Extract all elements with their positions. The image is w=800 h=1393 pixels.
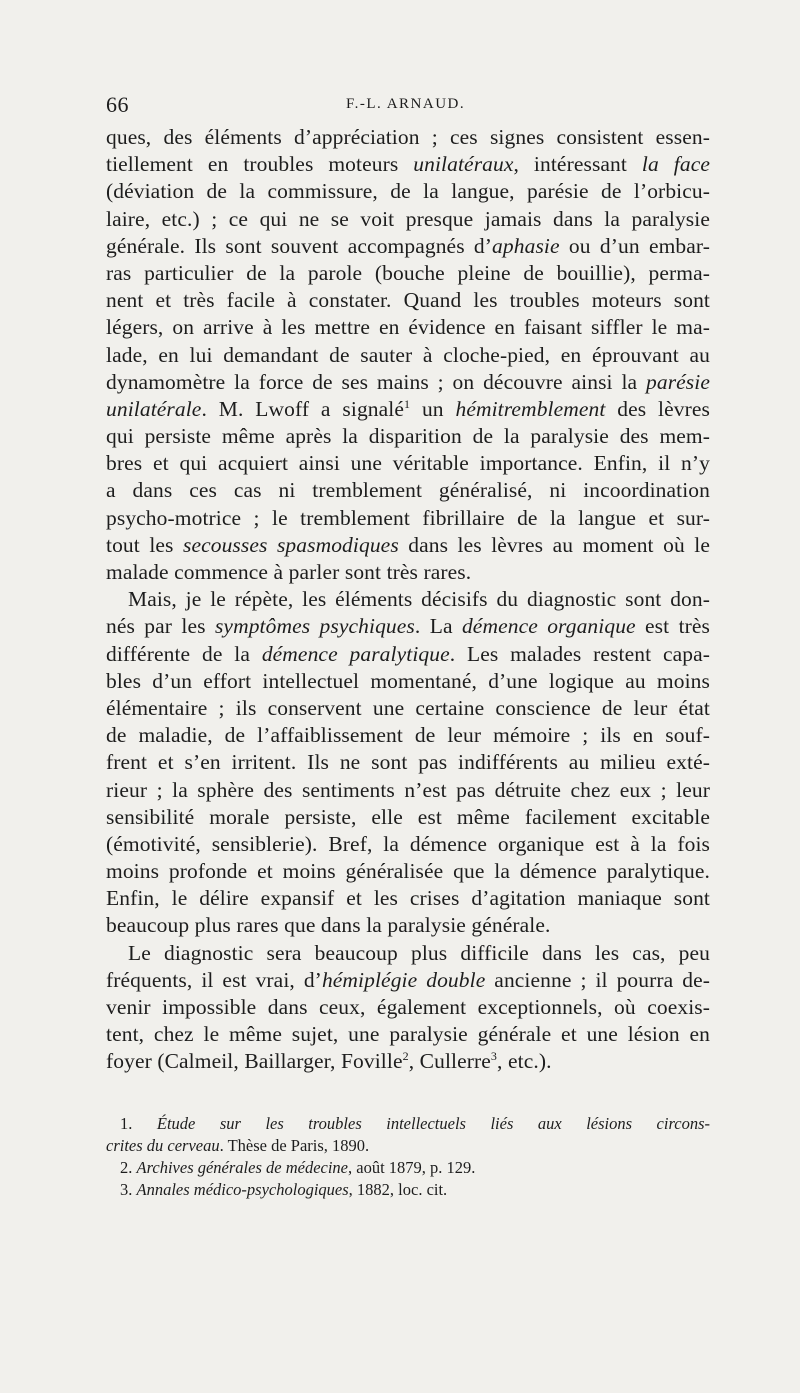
text-line: Enfin, le délire expansif et les crises d’agitation maniaque sont [106, 886, 710, 911]
text-line: beaucoup plus rares que dans la paralysie générale. [106, 913, 551, 938]
text-line: nés par les symptômes psychiques. La démence organique est très [106, 614, 711, 639]
text-line: différente de la démence paralytique. Les malades restent capa- [106, 641, 710, 666]
text-line: générale. Ils sont souvent accompagnés d’aphasie ou d’un embar- [106, 233, 710, 258]
text-line: dynamomètre la force de ses mains ; on découvre ainsi la parésie [106, 369, 710, 394]
text-line: moins profonde et moins généralisée que la démence paralytique. [106, 859, 710, 884]
text-line: tout les secousses spasmodiques dans les lèvres au moment où le [106, 532, 710, 557]
text-line: (déviation de la commissure, de la langue, parésie de l’orbicu- [106, 179, 710, 204]
text-line: Le diagnostic sera beaucoup plus difficile dans les cas, peu [128, 940, 710, 965]
text-line: venir impossible dans ceux, également exceptionnels, où coexis- [106, 995, 710, 1019]
text-line: tent, chez le même sujet, une paralysie générale et une lésion en [106, 1022, 710, 1047]
footnote-line: 1. Étude sur les troubles intellectuels liés aux lésions circons- [120, 1114, 710, 1133]
text-line: laire, etc.) ; ce qui ne se voit presque jamais dans la paralysie [106, 206, 710, 231]
text-line: légers, on arrive à les mettre en évidence en faisant siffler le ma- [106, 315, 710, 340]
text-line: ques, des éléments d’appréciation ; ces signes consistent essen- [106, 125, 710, 149]
text-line: nent et très facile à constater. Quand les troubles moteurs sont [106, 288, 710, 313]
text-line: fréquents, il est vrai, d’hémiplégie double ancienne ; il pourra de- [106, 967, 710, 992]
text-line: de maladie, de l’affaiblissement de leur mémoire ; ils en souf- [106, 723, 710, 748]
running-head: F.-L. ARNAUD. [346, 96, 466, 112]
text-line: (émotivité, sensiblerie). Bref, la démence organique est à la fois [106, 831, 710, 856]
text-line: bles d’un effort intellectuel momentané, d’une logique au moins [106, 668, 710, 693]
text-line: lade, en lui demandant de sauter à cloche-pied, en éprouvant au [106, 342, 710, 367]
text-line: unilatérale. M. Lwoff a signalé$^1$ un hémitremblement des lèvres [106, 396, 710, 421]
footnotes [106, 1113, 710, 1201]
text-line: psycho-motrice ; le tremblement fibrillaire de la langue et sur- [106, 505, 710, 530]
text-line: Mais, je le répète, les éléments décisifs du diagnostic sont don- [128, 587, 710, 612]
text-line: qui persiste même après la disparition de la paralysie des mem- [106, 424, 710, 449]
page-header [106, 92, 710, 122]
text-line: rieur ; la sphère des sentiments n’est pas détruite chez eux ; leur [106, 777, 710, 802]
text-line: frent et s’en irritent. Ils ne sont pas indifférents au milieu exté- [106, 750, 710, 775]
text-line: malade commence à parler sont très rares. [106, 560, 472, 584]
footnote-line: 2. Archives générales de médecine, août 1879, p. 129. [120, 1158, 476, 1177]
body-text [106, 124, 710, 1076]
footnote-line: 3. Annales médico-psychologiques, 1882, loc. cit. [120, 1180, 448, 1199]
text-line: élémentaire ; ils conservent une certaine conscience de leur état [106, 695, 710, 720]
text-line: ras particulier de la parole (bouche pleine de bouillie), perma- [106, 260, 710, 285]
text-line: a dans ces cas ni tremblement généralisé, ni incoordination [106, 478, 710, 503]
text-line: sensibilité morale persiste, elle est même facilement excitable [106, 804, 710, 829]
page-number: 66 [106, 92, 129, 117]
text-line: bres et qui acquiert ainsi une véritable importance. Enfin, il n’y [106, 451, 710, 476]
footnote-line: crites du cerveau. Thèse de Paris, 1890. [106, 1136, 370, 1155]
text-line: foyer (Calmeil, Baillarger, Foville$^2$, Cullerre$^3$, etc.). [106, 1049, 552, 1074]
text-line: tiellement en troubles moteurs unilatéraux, intéressant la face [106, 152, 710, 177]
